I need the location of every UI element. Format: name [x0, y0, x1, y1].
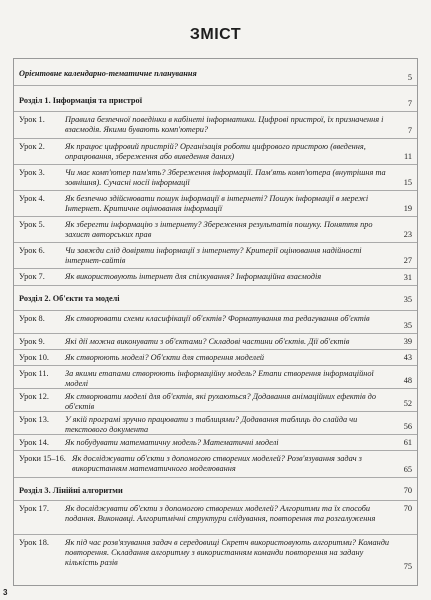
entry-label: Урок 4.: [19, 194, 45, 203]
toc-entry-lesson-4: [14, 191, 417, 217]
entry-page: 31: [403, 273, 412, 282]
entry-label: Урок 11.: [19, 369, 49, 378]
entry-page: 70: [403, 486, 412, 495]
entry-title: Як безпечно здійснювати пошук інформації в інтернеті? Пошук інформації в мережі Інтернет. Критичне оцінювання інформації: [65, 194, 369, 214]
entry-page: 19: [403, 204, 412, 213]
entry-label: Урок 5.: [19, 220, 45, 229]
entry-page: 61: [403, 438, 412, 447]
entry-page: 56: [403, 422, 412, 431]
toc-entry-section-2: [14, 286, 417, 311]
entry-title: Правила безпечної поведінки в кабінеті інформатики. Цифрові пристрої, їх призначення і взаємодія. Якими бувають комп'ютери?: [65, 115, 384, 135]
entry-label: Урок 6.: [19, 246, 45, 255]
entry-label: Урок 13.: [19, 415, 49, 424]
entry-title: Розділ 3. Лінійні алгоритми: [19, 486, 123, 495]
entry-label: Урок 14.: [19, 438, 49, 447]
entry-title: Розділ 1. Інформація та пристрої: [19, 96, 143, 105]
entry-title: Чи має комп'ютер пам'ять? Збереження інформації. Пам'ять комп'ютера (внутрішня та зовнішня). Сучасні носії інформації: [65, 168, 386, 188]
entry-label: Урок 8.: [19, 314, 45, 323]
entry-label: Урок 9.: [19, 337, 45, 346]
entry-title: Як зберегти інформацію з інтернету? Збереження результатів пошуку. Поняття про захист авторських прав: [65, 220, 373, 240]
toc-entry-lesson-11: [14, 366, 417, 389]
entry-page: 52: [403, 399, 412, 408]
entry-title: Як досліджувати об'єкти з допомогою створених моделей? Розв'язування задач з використанням математичного моделювання: [72, 454, 362, 474]
table-of-contents: [13, 58, 418, 586]
entry-label: Урок 10.: [19, 353, 49, 362]
entry-title: Як створювати схеми класифікації об'єктів? Форматування та редагування об'єктів: [65, 314, 370, 323]
page-number: 3: [3, 588, 8, 597]
entry-title: Як створювати моделі для об'єктів, які рухаються? Додавання анімаційних ефектів до об'єктів: [65, 392, 377, 412]
entry-page: 48: [403, 376, 412, 385]
toc-entry-lesson-14: [14, 435, 417, 451]
entry-page: 35: [403, 295, 412, 304]
toc-entry-lesson-13: [14, 412, 417, 435]
entry-label: Урок 3.: [19, 168, 45, 177]
toc-entry-lesson-15-16: [14, 451, 417, 478]
entry-title: У якій програмі зручно працювати з таблицями? Додавання таблиць до слайда чи текстового документа: [65, 415, 358, 435]
toc-entry-lesson-18: [14, 535, 417, 587]
entry-page: 75: [403, 562, 412, 571]
toc-entry-lesson-2: [14, 139, 417, 165]
entry-title: Чи завжди слід довіряти інформації з інтернету? Критерії оцінювання надійності інтернет-сайтів: [65, 246, 362, 266]
toc-entry-section-3: [14, 478, 417, 501]
entry-page: 5: [407, 73, 412, 82]
entry-page: 15: [403, 178, 412, 187]
entry-page: 70: [403, 504, 412, 513]
toc-entry-lesson-10: [14, 350, 417, 366]
toc-entry-lesson-5: [14, 217, 417, 243]
toc-entry-lesson-6: [14, 243, 417, 269]
toc-entry-section-1: [14, 86, 417, 112]
entry-page: 7: [407, 99, 412, 108]
entry-label: Урок 1.: [19, 115, 45, 124]
entry-page: 27: [403, 256, 412, 265]
entry-label: Урок 17.: [19, 504, 49, 513]
entry-page: 7: [407, 126, 412, 135]
entry-title: Як побудувати математичну модель? Математичні моделі: [65, 438, 279, 447]
entry-label: Уроки 15–16.: [19, 454, 66, 463]
entry-page: 43: [403, 353, 412, 362]
entry-page: 65: [403, 465, 412, 474]
entry-label: Урок 2.: [19, 142, 45, 151]
entry-title: Як створюють моделі? Об'єкти для створення моделей: [65, 353, 265, 362]
page-title: ЗМІСТ: [189, 26, 242, 43]
entry-title: За якими етапами створюють інформаційну модель? Етапи створення інформаційної моделі: [65, 369, 374, 389]
entry-title: Орієнтовне календарно-тематичне планування: [19, 69, 197, 78]
toc-entry-lesson-3: [14, 165, 417, 191]
toc-entry-lesson-1: [14, 112, 417, 139]
toc-entry-lesson-17: [14, 501, 417, 535]
toc-entry-intro: [14, 59, 417, 86]
entry-page: 39: [403, 337, 412, 346]
entry-title: Як під час розв'язування задач в середовищі Скретч використовують алгоритми? Команди повторення. Складання алгоритму з використанням команди повторення на задану кількість разів: [65, 538, 390, 568]
entry-title: Як досліджувати об'єкти з допомогою створених моделей? Алгоритми та їх способи подання. Виконавці. Алгоритмічні структури слідування, повторення та розгалуження: [65, 504, 376, 524]
entry-page: 11: [404, 152, 412, 161]
toc-entry-lesson-8: [14, 311, 417, 334]
toc-entry-lesson-7: [14, 269, 417, 286]
entry-page: 23: [403, 230, 412, 239]
entry-title: Розділ 2. Об'єкти та моделі: [19, 294, 120, 303]
entry-title: Які дії можна виконувати з об'єктами? Складові частини об'єктів. Дії об'єктів: [65, 337, 350, 346]
toc-entry-lesson-9: [14, 334, 417, 350]
entry-label: Урок 18.: [19, 538, 49, 547]
entry-title: Як працює цифровий пристрій? Організація роботи цифрового пристрою (введення, опрацювання, збереження або виведення даних): [65, 142, 366, 162]
toc-entry-lesson-12: [14, 389, 417, 412]
entry-page: 35: [403, 321, 412, 330]
entry-label: Урок 7.: [19, 272, 45, 281]
entry-label: Урок 12.: [19, 392, 49, 401]
entry-title: Як використовують інтернет для спілкування? Інформаційна взаємодія: [65, 272, 322, 281]
